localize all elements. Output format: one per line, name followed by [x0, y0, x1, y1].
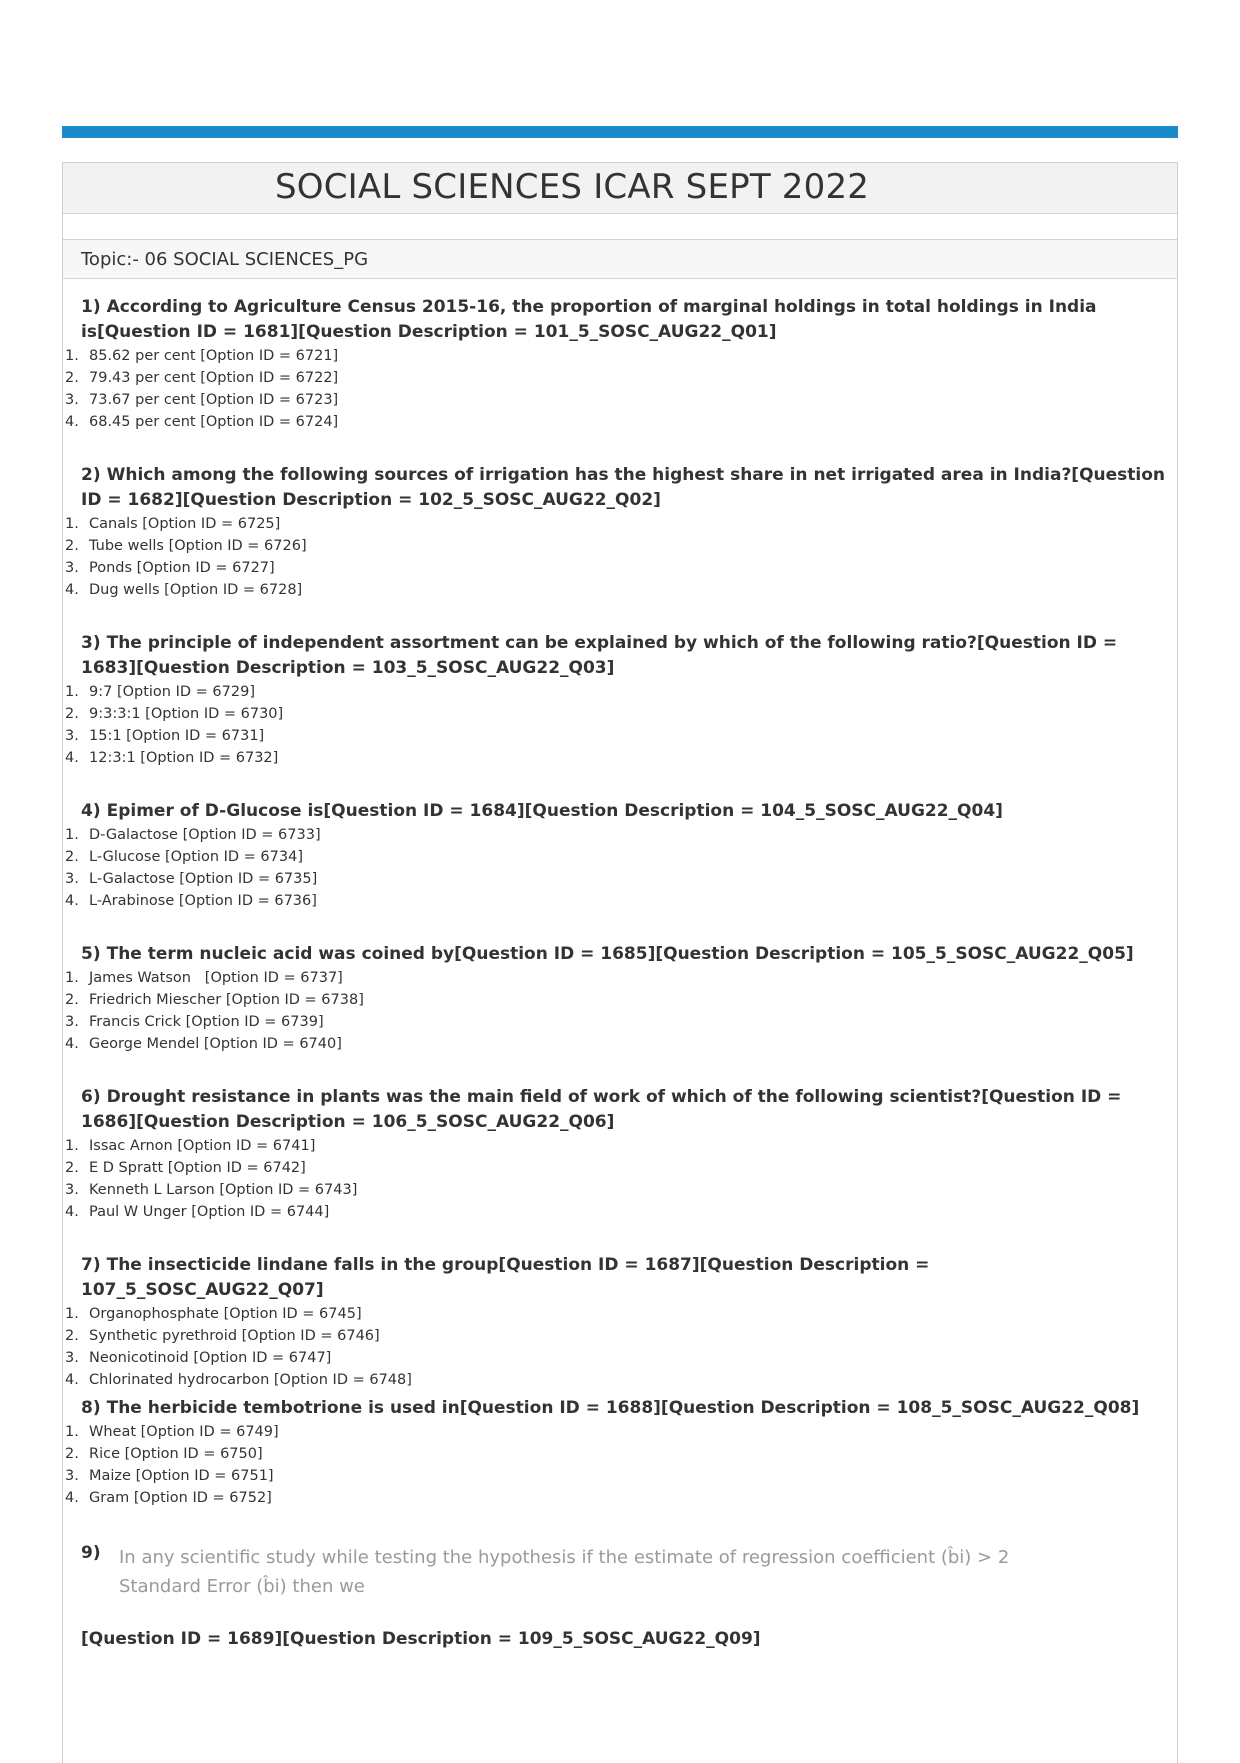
option-item: 4. Chlorinated hydrocarbon [Option ID = 6748] — [65, 1372, 412, 1388]
options-list — [65, 345, 1166, 433]
question-7 — [65, 1253, 1166, 1391]
option-item: 1. 85.62 per cent [Option ID = 6721] — [65, 348, 339, 364]
option-item: 4. Dug wells [Option ID = 6728] — [65, 582, 303, 598]
question-number: 9) — [81, 1543, 101, 1563]
option-item: 3. Neonicotinoid [Option ID = 6747] — [65, 1350, 332, 1366]
question-8 — [65, 1396, 1166, 1509]
options-list — [65, 513, 1166, 601]
question-6 — [65, 1085, 1166, 1223]
option-item: 4. L-Arabinose [Option ID = 6736] — [65, 893, 317, 909]
option-item: 1. Wheat [Option ID = 6749] — [65, 1424, 279, 1440]
question-3 — [65, 631, 1166, 769]
option-item: 3. Ponds [Option ID = 6727] — [65, 560, 275, 576]
option-item: 1. James Watson [Option ID = 6737] — [65, 970, 343, 986]
top-accent-bar — [62, 126, 1178, 138]
question-paper — [62, 162, 1178, 1763]
question-2 — [65, 463, 1166, 601]
question-5 — [65, 942, 1166, 1055]
option-item: 1. Issac Arnon [Option ID = 6741] — [65, 1138, 316, 1154]
question-text: 6) Drought resistance in plants was the main field of work of which of the following scientist?[Question ID = 1686][Question Description = 106_5_SOSC_AUG22_Q06] — [81, 1087, 1122, 1132]
option-item: 4. George Mendel [Option ID = 6740] — [65, 1036, 342, 1052]
option-item: 1. 9:7 [Option ID = 6729] — [65, 684, 255, 700]
option-item: 2. 79.43 per cent [Option ID = 6722] — [65, 370, 339, 386]
option-item: 2. L-Glucose [Option ID = 6734] — [65, 849, 303, 865]
option-item: 1. D-Galactose [Option ID = 6733] — [65, 827, 321, 843]
question-text: 2) Which among the following sources of irrigation has the highest share in net irrigated area in India?[Question ID = 1682][Question Description = 102_5_SOSC_AUG22_Q02] — [81, 465, 1166, 510]
option-item: 2. 9:3:3:1 [Option ID = 6730] — [65, 706, 284, 722]
option-item: 3. Maize [Option ID = 6751] — [65, 1468, 274, 1484]
option-item: 1. Canals [Option ID = 6725] — [65, 516, 281, 532]
topic-label: Topic:- 06 SOCIAL SCIENCES_PG — [81, 249, 369, 270]
option-item: 4. 12:3:1 [Option ID = 6732] — [65, 750, 279, 766]
options-list — [65, 1421, 1166, 1509]
option-item: 2. Friedrich Miescher [Option ID = 6738] — [65, 992, 364, 1008]
option-item: 2. Synthetic pyrethroid [Option ID = 6746] — [65, 1328, 380, 1344]
question-text: 4) Epimer of D-Glucose is[Question ID = 1684][Question Description = 104_5_SOSC_AUG22_Q04] — [81, 801, 1003, 821]
option-item: 3. 15:1 [Option ID = 6731] — [65, 728, 265, 744]
question-1 — [65, 295, 1166, 433]
option-item: 3. Francis Crick [Option ID = 6739] — [65, 1014, 324, 1030]
option-item: 1. Organophosphate [Option ID = 6745] — [65, 1306, 362, 1322]
option-item: 2. E D Spratt [Option ID = 6742] — [65, 1160, 306, 1176]
topic-band — [63, 239, 1177, 279]
option-item: 4. 68.45 per cent [Option ID = 6724] — [65, 414, 339, 430]
question-text: 7) The insecticide lindane falls in the group[Question ID = 1687][Question Description = 107_5_SOSC_AUG22_Q07] — [81, 1255, 930, 1300]
option-item: 2. Rice [Option ID = 6750] — [65, 1446, 263, 1462]
question-text: 1) According to Agriculture Census 2015-16, the proportion of marginal holdings in total holdings in India is[Question ID = 1681][Question Description = 101_5_SOSC_AUG22_Q01] — [81, 297, 1097, 342]
options-list — [65, 824, 1166, 912]
page-title: SOCIAL SCIENCES ICAR SEPT 2022 — [275, 167, 870, 207]
options-list — [65, 967, 1166, 1055]
options-list — [65, 1135, 1166, 1223]
question-4 — [65, 799, 1166, 912]
option-item: 3. L-Galactose [Option ID = 6735] — [65, 871, 318, 887]
question-text: 8) The herbicide tembotrione is used in[Question ID = 1688][Question Description = 108_5_SOSC_AUG22_Q08] — [81, 1398, 1140, 1418]
option-item: 3. Kenneth L Larson [Option ID = 6743] — [65, 1182, 358, 1198]
option-item: 4. Paul W Unger [Option ID = 6744] — [65, 1204, 330, 1220]
option-item: 2. Tube wells [Option ID = 6726] — [65, 538, 307, 554]
question-text: 3) The principle of independent assortment can be explained by which of the following ratio?[Question ID = 1683][Question Description = 103_5_SOSC_AUG22_Q03] — [81, 633, 1118, 678]
option-item: 4. Gram [Option ID = 6752] — [65, 1490, 272, 1506]
option-item: 3. 73.67 per cent [Option ID = 6723] — [65, 392, 339, 408]
title-band — [63, 163, 1177, 214]
options-list — [65, 1303, 1166, 1391]
question-meta: [Question ID = 1689][Question Description = 109_5_SOSC_AUG22_Q09] — [81, 1629, 761, 1649]
question-image-line-1: In any scientific study while testing the hypothesis if the estimate of regression coefficient (b̂i) > 2 — [119, 1547, 1010, 1568]
question-image-text — [119, 1543, 1079, 1601]
options-list — [65, 681, 1166, 769]
question-text: 5) The term nucleic acid was coined by[Question ID = 1685][Question Description = 105_5_SOSC_AUG22_Q05] — [81, 944, 1134, 964]
question-image-line-2: Standard Error (b̂i) then we — [119, 1576, 365, 1597]
